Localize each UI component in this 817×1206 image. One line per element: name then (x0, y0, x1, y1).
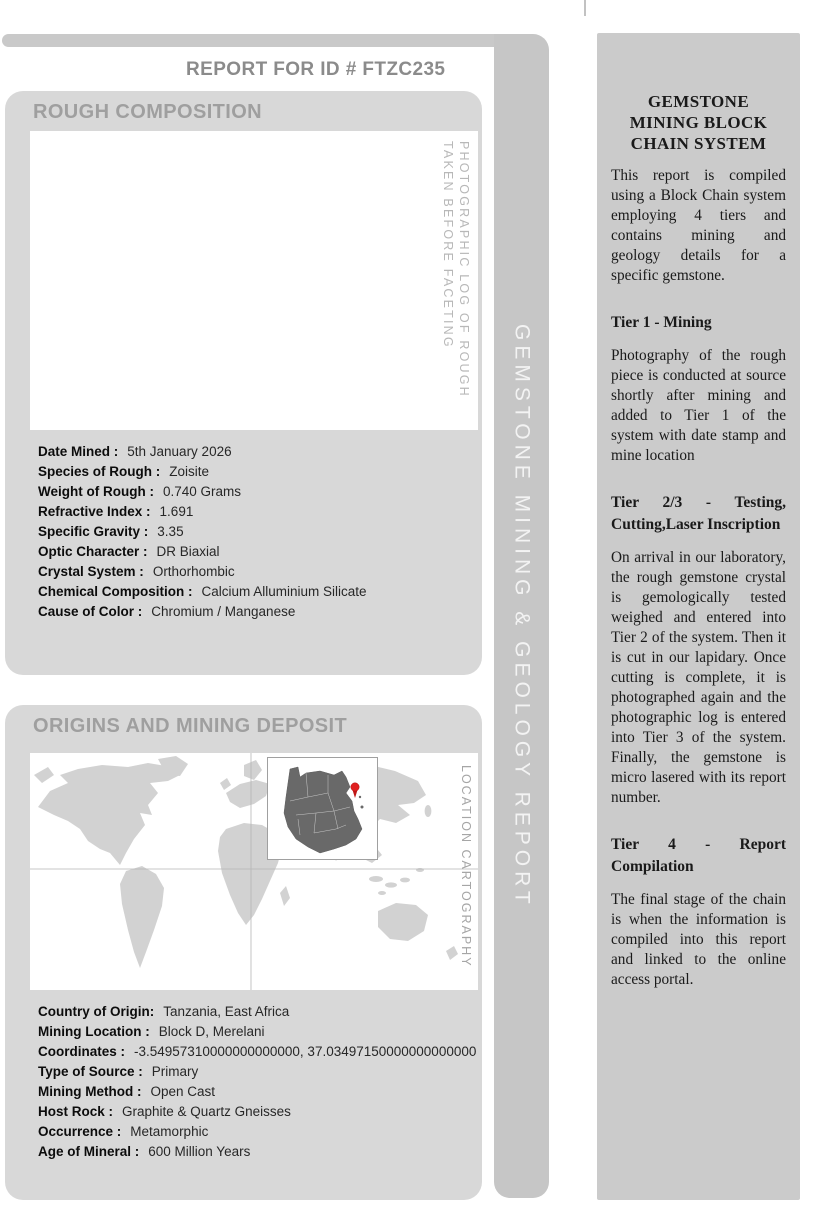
origins-section (5, 705, 482, 1200)
page-title: REPORT FOR ID # FTZC235 (186, 59, 446, 80)
origins-header: ORIGINS AND MINING DEPOSIT (33, 715, 348, 737)
field-value: Block D, Merelani (158, 1024, 265, 1039)
field-label: Date Mined : (38, 444, 119, 459)
sidebar-tier4-heading: Tier 4 - Report Compilation (611, 836, 786, 875)
field-occurrence (38, 1122, 476, 1142)
field-label: Weight of Rough : (38, 484, 154, 499)
field-value: Orthorhombic (152, 564, 235, 579)
map-caption: LOCATION CARTOGRAPHY (459, 765, 473, 968)
field-value: Metamorphic (130, 1124, 209, 1139)
sidebar-tier23-heading: Tier 2/3 - Testing, Cutting,Laser Inscription (611, 494, 786, 533)
location-map-area (30, 753, 478, 990)
field-label: Country of Origin: (38, 1004, 155, 1019)
field-value: Calcium Alluminium Silicate (201, 584, 367, 599)
field-country (38, 1002, 476, 1022)
field-value: DR Biaxial (156, 544, 220, 559)
field-label: Coordinates : (38, 1044, 126, 1059)
top-bar (2, 34, 506, 47)
sidebar-intro: This report is compiled using a Block Chain system employing 4 tiers and contains mining and geology details for a specific gemstone. (611, 167, 786, 284)
field-label: Occurrence : (38, 1124, 122, 1139)
field-date-mined (38, 442, 367, 462)
field-label: Mining Location : (38, 1024, 150, 1039)
field-label: Type of Source : (38, 1064, 143, 1079)
rough-composition-section (5, 91, 482, 675)
field-value: Zoisite (169, 464, 210, 479)
field-crystal-system (38, 562, 367, 582)
field-chemical-composition (38, 582, 367, 602)
field-value: 3.35 (157, 524, 184, 539)
field-value: 1.691 (159, 504, 194, 519)
field-label: Age of Mineral : (38, 1144, 140, 1159)
vertical-banner (494, 34, 549, 1198)
sidebar-heading: GEMSTONE MINING BLOCK CHAIN SYSTEM (629, 92, 768, 153)
field-label: Chemical Composition : (38, 584, 193, 599)
field-value: Chromium / Manganese (151, 604, 296, 619)
rough-composition-fields (38, 442, 367, 622)
sidebar-tier1-body: Photography of the rough piece is conducted at source shortly after mining and added to Tier 1 of the system with date stamp and mine location (611, 347, 786, 464)
field-label: Crystal System : (38, 564, 144, 579)
rough-composition-header: ROUGH COMPOSITION (33, 101, 263, 123)
field-coordinates (38, 1042, 476, 1062)
field-label: Specific Gravity : (38, 524, 149, 539)
field-label: Host Rock : (38, 1104, 114, 1119)
field-type-of-source (38, 1062, 476, 1082)
photo-caption-line2: TAKEN BEFORE FACETING (441, 141, 455, 349)
field-weight (38, 482, 367, 502)
field-optic-character (38, 542, 367, 562)
field-cause-of-color (38, 602, 367, 622)
photo-caption (440, 141, 472, 398)
field-label: Species of Rough : (38, 464, 161, 479)
rough-photo-area (30, 131, 478, 430)
tanzania-inset-map (268, 758, 378, 860)
field-label: Optic Character : (38, 544, 148, 559)
sidebar-tier1-heading: Tier 1 - Mining (611, 314, 712, 331)
field-mining-location (38, 1022, 476, 1042)
blockchain-info-panel (597, 33, 800, 1200)
world-map (30, 753, 478, 990)
vertical-banner-text: GEMSTONE MINING & GEOLOGY REPORT (510, 323, 534, 909)
field-value: -3.54957310000000000000, 37.03497150000000000000 (134, 1044, 477, 1059)
field-species (38, 462, 367, 482)
photo-caption-line1: PHOTOGRAPHIC LOG OF ROUGH (457, 141, 471, 398)
origins-fields (38, 1002, 476, 1162)
field-specific-gravity (38, 522, 367, 542)
field-age-of-mineral (38, 1142, 476, 1162)
field-value: Tanzania, East Africa (163, 1004, 290, 1019)
field-refractive-index (38, 502, 367, 522)
field-value: 600 Million Years (148, 1144, 251, 1159)
top-divider (584, 0, 586, 16)
field-value: 5th January 2026 (127, 444, 232, 459)
field-host-rock (38, 1102, 476, 1122)
field-value: 0.740 Grams (162, 484, 242, 499)
field-value: Primary (151, 1064, 199, 1079)
field-mining-method (38, 1082, 476, 1102)
field-label: Mining Method : (38, 1084, 142, 1099)
sidebar-tier4-body: The final stage of the chain is when the information is compiled into this report and linked to the online access portal. (611, 891, 786, 988)
sidebar-tier23-body: On arrival in our laboratory, the rough gemstone crystal is gemologically tested weighed and entered into Tier 2 of the system. Then it is cut in our lapidary. Once cutting is complete, it is photographed again and the photographic log is entered into Tier 3 of the system. Finally, the gemstone is micro lasered with its report number. (611, 549, 786, 806)
field-label: Cause of Color : (38, 604, 143, 619)
field-label: Refractive Index : (38, 504, 151, 519)
field-value: Open Cast (150, 1084, 216, 1099)
field-value: Graphite & Quartz Gneisses (122, 1104, 291, 1119)
